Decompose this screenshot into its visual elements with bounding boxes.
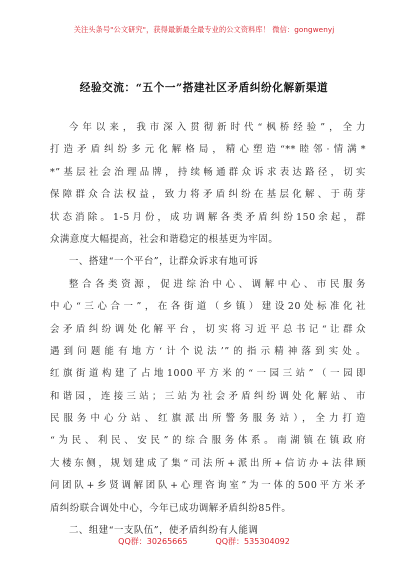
body-line: “为民、利民、安民”的综合服务体系。南湖镇在镇政府 [50,435,366,447]
body-line: 中心“三心合一”，在各街道（乡镇）建设20处标准化社 [50,301,366,313]
section-heading: 二、组建“一支队伍”，使矛盾纠纷有人能调 [69,525,259,537]
body-line: 遇到问题能有地方‘计个说法’”的指示精神落到实处。 [50,345,366,357]
footer-qq-group-2: QQ群：535304092 [215,537,290,546]
body-line: *”基层社会治理品牌，持续畅通群众诉求表达路径，切实 [50,166,366,178]
body-line: 大楼东侧，规划建成了集“司法所+派出所+信访办+法律顾 [50,457,366,469]
body-line: 打造矛盾纠纷多元化解格局，精心塑造“**睦邻·情满* [50,144,366,156]
body-line: 问团队+乡贤调解团队+心理咨询室”为一体的500平方米矛 [50,480,366,492]
document-title: 经验交流：“五个一”搭建社区矛盾纠纷化解新渠道 [79,82,329,94]
body-line: 会矛盾纠纷调处化解平台，切实将习近平总书记“让群众 [50,323,366,335]
section-heading: 一、搭建“一个平台”，让群众诉求有地可诉 [69,256,259,268]
body-line: 和谐园，连接三站；三站为社会矛盾纠纷调处化解站、市 [50,390,366,402]
body-line: 整合各类资源，促进综治中心、调解中心、市民服务 [69,278,366,290]
body-line: 红旗街道构建了占地1000平方米的“一园三站”（一园即 [50,368,366,380]
body-line: 众满意度大幅提高，社会和谐稳定的根基更为牢固。 [50,233,279,245]
footer-qq-group-1: QQ群：30265665 [118,537,188,546]
top-banner: 关注头条号"公文研究"，获得最新最全最专业的公文资料库！ 微信：gongwenyj [73,25,335,34]
document-body [50,117,366,542]
footer [0,536,408,547]
body-line: 状态消除。1-5月份，成功调解各类矛盾纠纷150余起，群 [50,211,366,223]
body-line: 保障群众合法权益，致力将矛盾纠纷在基层化解、于萌芽 [50,189,366,201]
body-line: 盾纠纷联合调处中心，今年已成功调解矛盾纠纷85件。 [50,502,292,514]
body-line: 民服务中心分站、红旗派出所警务服务站），全力打造 [50,413,366,425]
body-line: 今年以来，我市深入贯彻新时代“枫桥经验”，全力 [69,122,366,133]
